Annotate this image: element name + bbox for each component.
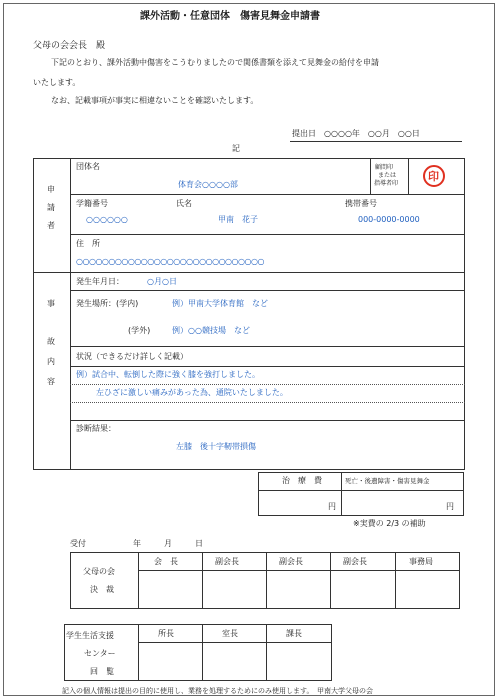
applicant-label-1: 申 (47, 185, 55, 194)
section-divider (70, 158, 71, 470)
cost-row-divider (258, 490, 464, 491)
other-benefit-label: 死亡・後遺障害・傷害見舞金 (345, 477, 430, 485)
approval-row-label-2: 決 裁 (90, 585, 114, 594)
place-in-label: 発生場所：(学内) (76, 299, 139, 308)
phone-label: 携帯番号 (345, 199, 377, 208)
review-col-3 (266, 624, 267, 681)
group-value[interactable]: 体育会○○○○部 (178, 180, 238, 189)
row-divider-5 (70, 366, 465, 367)
review-row-label-2: センター (84, 649, 116, 658)
accident-date-value[interactable]: ○月○日 (147, 277, 177, 286)
situation-line-1[interactable]: 例）試合中、転倒した際に強く膝を強打しました。 (76, 370, 260, 379)
seal-label-3: 指導者印 (374, 180, 399, 187)
submit-date-underline (290, 141, 462, 142)
situation-label: 状況（できるだけ詳しく記載） (76, 352, 188, 361)
addressee: 父母の会会長 殿 (33, 41, 106, 51)
place-in-value[interactable]: 例）甲南大学体育館 など (172, 299, 268, 308)
diagnosis-value[interactable]: 左膝 後十字靭帯損傷 (176, 442, 256, 451)
phone-value[interactable]: 000-0000-0000 (358, 215, 420, 224)
approval-row-label-1: 父母の会 (83, 567, 115, 576)
approval-col-chairman: 会 長 (154, 557, 178, 566)
page-title: 課外活動・任意団体 傷害見舞金申請書 (140, 11, 320, 22)
review-col-director: 所長 (158, 629, 174, 638)
section-row-divider (33, 272, 465, 273)
seal-label-1: 顧問印 (375, 164, 394, 171)
group-label: 団体名 (76, 162, 100, 171)
seal-stamp-icon (423, 165, 445, 187)
row-divider-2 (70, 234, 465, 235)
approval-col-3 (266, 552, 267, 609)
review-row-label-1: 学生生活支援 (66, 631, 114, 640)
row-divider-1 (70, 194, 465, 195)
address-value[interactable]: ○○○○○○○○○○○○○○○○○○○○○○○○○○○○○ (76, 257, 264, 266)
other-yen[interactable]: 円 (446, 502, 454, 511)
applicant-label-2: 請 (47, 203, 55, 212)
approval-col-vice-1: 副会長 (215, 557, 239, 566)
cost-divider (341, 472, 342, 516)
intro-line-2: いたします。 (33, 78, 81, 87)
address-label: 住 所 (76, 239, 100, 248)
review-header-divider (138, 642, 332, 643)
received-year: 年 (133, 539, 141, 548)
received-day: 日 (195, 539, 203, 548)
applicant-label-3: 者 (47, 221, 55, 230)
student-no-label: 学籍番号 (76, 199, 108, 208)
treatment-label: 治 療 費 (282, 476, 322, 485)
review-col-2 (202, 624, 203, 681)
accident-label-3: 内 (47, 357, 55, 366)
submit-date[interactable]: 提出日 ○○○○年 ○○月 ○○日 (292, 129, 420, 138)
accident-label-1: 事 (47, 299, 55, 308)
received-month: 月 (164, 539, 172, 548)
review-col-manager: 課長 (286, 629, 302, 638)
diagnosis-label: 診断結果： (76, 424, 116, 433)
accident-label-2: 故 (47, 337, 55, 346)
received-label: 受付 (70, 539, 86, 548)
dotted-line-2 (70, 402, 465, 403)
intro-line-3: なお、記載事項が事実に相違ないことを確認いたします。 (51, 96, 259, 105)
place-out-label: (学外) (128, 326, 151, 335)
review-col-1 (138, 624, 139, 681)
row-divider-4 (70, 346, 465, 347)
approval-col-4 (330, 552, 331, 609)
name-label: 氏名 (176, 199, 192, 208)
row-divider-6 (70, 420, 465, 421)
row-divider-3 (70, 290, 465, 291)
approval-col-5 (395, 552, 396, 609)
seal-stamp-mark: 印 (428, 170, 439, 183)
accident-label-4: 容 (47, 377, 55, 386)
seal-label-2: または (378, 172, 397, 179)
subsidy-note: ※実費の 2/3 の補助 (353, 519, 426, 528)
ki-label: 記 (232, 144, 240, 153)
seal-divider-right (408, 158, 409, 194)
name-value[interactable]: 甲南 花子 (218, 215, 258, 224)
review-row-label-3: 回 覧 (90, 667, 114, 676)
approval-col-2 (202, 552, 203, 609)
dotted-line-1 (70, 384, 465, 385)
approval-col-1 (138, 552, 139, 609)
intro-line-1: 下記のとおり、課外活動中傷害をこうむりましたので関係書類を添えて見舞金の給付を申請 (51, 58, 379, 67)
seal-divider-left (370, 158, 371, 194)
footer-note: 記入の個人情報は提出の目的に使用し、業務を処理するためにのみ使用します。 甲南大学父母の会 (62, 687, 373, 695)
approval-col-office: 事務局 (409, 557, 433, 566)
approval-header-divider (138, 570, 460, 571)
accident-date-label: 発生年月日： (76, 277, 124, 286)
review-col-section-head: 室長 (222, 629, 238, 638)
place-out-value[interactable]: 例）○○競技場 など (172, 326, 250, 335)
approval-table (70, 552, 460, 609)
approval-col-vice-2: 副会長 (279, 557, 303, 566)
approval-col-vice-3: 副会長 (343, 557, 367, 566)
situation-line-2[interactable]: 左ひざに激しい痛みがあった為、通院いたしました。 (96, 388, 288, 397)
student-no-value[interactable]: ○○○○○○ (86, 215, 128, 224)
treatment-yen[interactable]: 円 (328, 502, 336, 511)
